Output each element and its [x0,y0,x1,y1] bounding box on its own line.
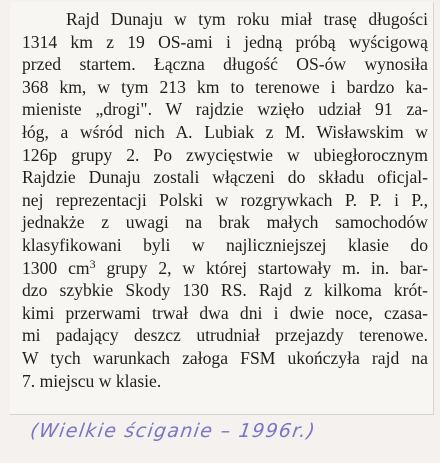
article-line: jednakże z uwagi na brak małych samochodów [22,212,428,233]
handwritten-source-note: (Wielkie ściganie – 1996r.) [28,420,318,442]
article-line: Rajdzie Dunaju zostali włączeni do składu oficjal- [22,167,428,188]
article-line: 368 km, w tym 213 km to terenowe i bardzo ka- [22,76,428,97]
article-line: kimi przerwami trwał dwa dni i dwie noce, czasa- [22,302,428,323]
article-line: łóg, a wśród nich A. Lubiak z M. Wisławskim w [22,121,428,142]
cubic-superscript: 3 [89,256,96,271]
article-line: W tych warunkach załoga FSM ukończyła rajd na [22,347,428,368]
article-line: mieniste „drogi". W rajdzie wzięło udział 91 za- [22,99,428,120]
article-line: 126p grupy 2. Po zwycięstwie w ubiegłorocznym [22,144,428,165]
article-line: przed startem. Łączna długość OS-ów wynosiła [22,54,428,75]
displacement-value: 1300 cm [22,257,90,278]
article-line: klasyfikowani byli w najliczniejszej klasie do [22,234,428,255]
article-line: mi padający deszcz utrudniał przejazdy terenowe. [22,325,428,346]
article-line: Rajd Dunaju w tym roku miał trasę długości [66,9,428,29]
article-line: dzo szybkie Skody 130 RS. Rajd z kilkoma krót- [22,280,428,301]
article-line: 7. miejscu w klasie. [22,370,162,391]
article-line-with-superscript [22,257,428,280]
article-body [22,8,428,392]
article-line: 1314 km z 19 OS-ami i jedną próbą wyścigową [22,31,428,52]
displacement-continuation: grupy 2, w której startowały m. in. bar- [95,257,428,278]
article-line: nej reprezentacji Polski w rozgrywkach P. P. i P., [22,189,428,210]
newspaper-clipping [10,2,434,415]
